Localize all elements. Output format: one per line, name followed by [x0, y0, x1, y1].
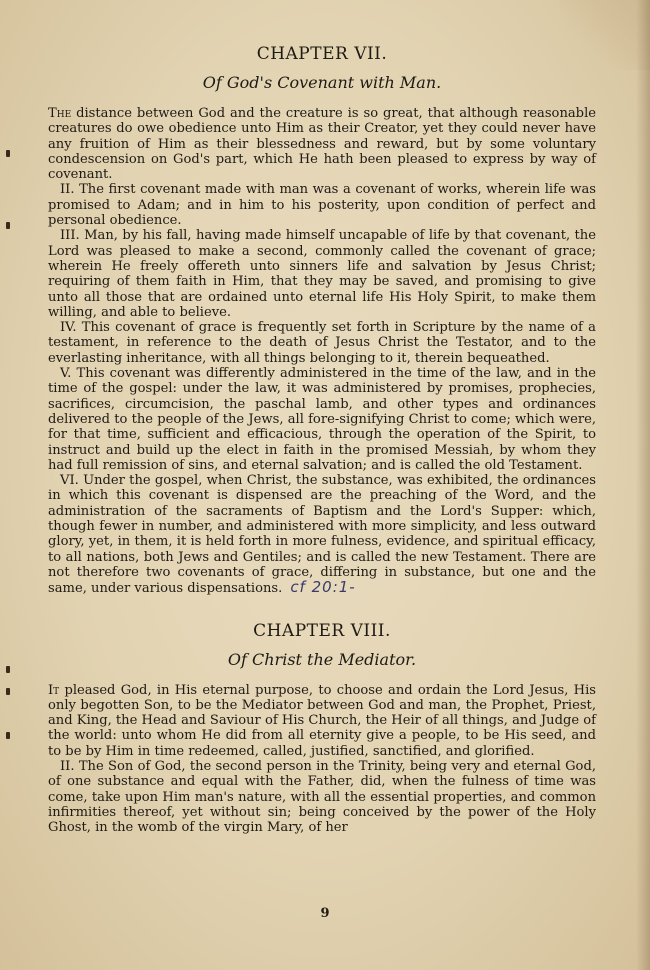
paragraph-text: The Son of God, the second person in the Trinity, being very and eternal God, of one substance and equal with the Father, did, when the fulness of time was come, take upon Him man's nature, with all the essential properties, and common infirmities thereof, yet without sin; being conceived by the power of the Holy Ghost, in the womb of the virgin Mary, of her [48, 758, 596, 836]
paragraph-text: This covenant was differently administered in the time of the law, and in the time of the gospel: under the law, it was administered by promises, prophecies, sacrifices, circumcision, the paschal lamb, and other types and ordinances delivered to the people of the Jews, all fore-signifying Christ to come; which were, for that time, sufficient and efficacious, through the operation of the Spirit, to instruct and build up the elect in faith in the promised Messiah, by whom they had full remission of sins, and eternal salvation; and is called the old Testament. [48, 366, 597, 473]
paragraph-text: The first covenant made with man was a covenant of works, wherein life was promised to Adam; and in him to his posterity, upon condition of perfect and personal obedience. [48, 182, 596, 229]
chapter-8-title: CHAPTER VIII. [253, 620, 391, 641]
margin-mark [6, 222, 10, 229]
margin-mark [6, 666, 10, 673]
section-number: IV. [60, 320, 77, 336]
chapter-7-paragraph-5 [48, 366, 596, 473]
page-number: 9 [320, 906, 330, 921]
page-edge-shade [636, 0, 650, 970]
handwritten-note: cf 20:1- [290, 578, 356, 597]
chapter-8-subtitle: Of Christ the Mediator. [227, 649, 417, 669]
chapter-8-paragraph-2 [48, 759, 596, 835]
chapter-7-paragraph-6 [48, 473, 596, 596]
paragraph-text: pleased God, in His eternal purpose, to choose and ordain the Lord Jesus, His only begotten Son, to be the Mediator between God and man, the Prophet, Priest, and King, the Head and Saviour of His Church, the Heir of all things, and Judge of the world: unto whom He did from all eternity give a people, to be His seed, and to be by Him in time redeemed, called, justified, sanctified, and glorified. [48, 682, 596, 759]
paragraph-text: Under the gospel, when Christ, the substance, was exhibited, the ordinances in which this covenant is dispensed are the preaching of the Word, and the administration of the sacraments of Baptism and the Lord's Supper: which, though fewer in number, and administered with more simplicity, and less outward glory, yet, in them, it is held forth in more fulness, evidence, and spiritual efficacy, to all nations, both Jews and Gentiles; and is called the new Testament. There are not therefore two covenants of grace, differing in substance, but one and the same, under various dispensations. [48, 473, 596, 597]
paragraph-lead-word: It [48, 682, 60, 698]
section-number: III. [60, 228, 80, 244]
chapter-7-subtitle: Of God's Covenant with Man. [202, 73, 442, 92]
paragraph-text: distance between God and the creature is so great, that although reasonable creatures do owe obedience unto Him as their Creator, yet they could never have any fruition of Him as their blessedness and reward, but by some voluntary condescension on God's part, which He hath been pleased to express by way of covenant. [48, 106, 596, 183]
section-number: II. [60, 758, 75, 774]
section-number: VI. [60, 473, 79, 489]
chapter-7-title: CHAPTER VII. [256, 44, 388, 64]
chapter-7-paragraph-1 [48, 106, 596, 182]
margin-mark [6, 688, 10, 695]
paragraph-lead-word: The [48, 106, 72, 121]
chapter-7-paragraph-3 [48, 228, 596, 320]
chapter-7-paragraph-4 [48, 320, 596, 366]
paragraph-text: Man, by his fall, having made himself uncapable of life by that covenant, the Lord was pleased to make a second, commonly called the covenant of grace; wherein He freely offereth unto sinners life and salvation by Jesus Christ; requiring of them faith in Him, that they may be saved, and promising to give unto all those that are ordained unto eternal life His Holy Spirit, to make them willing, and able to believe. [48, 228, 596, 320]
margin-mark [6, 732, 10, 739]
section-number: II. [60, 182, 75, 198]
section-number: V. [60, 366, 72, 382]
margin-mark [6, 150, 10, 157]
chapter-8-paragraph-1 [48, 683, 596, 759]
paragraph-text: This covenant of grace is frequently set forth in Scripture by the name of a testament, in reference to the death of Jesus Christ the Testator, and to the everlasting inheritance, with all things belonging to it, therein bequeathed. [48, 320, 596, 366]
page-content [48, 44, 596, 835]
chapter-7-paragraph-2 [48, 182, 596, 228]
